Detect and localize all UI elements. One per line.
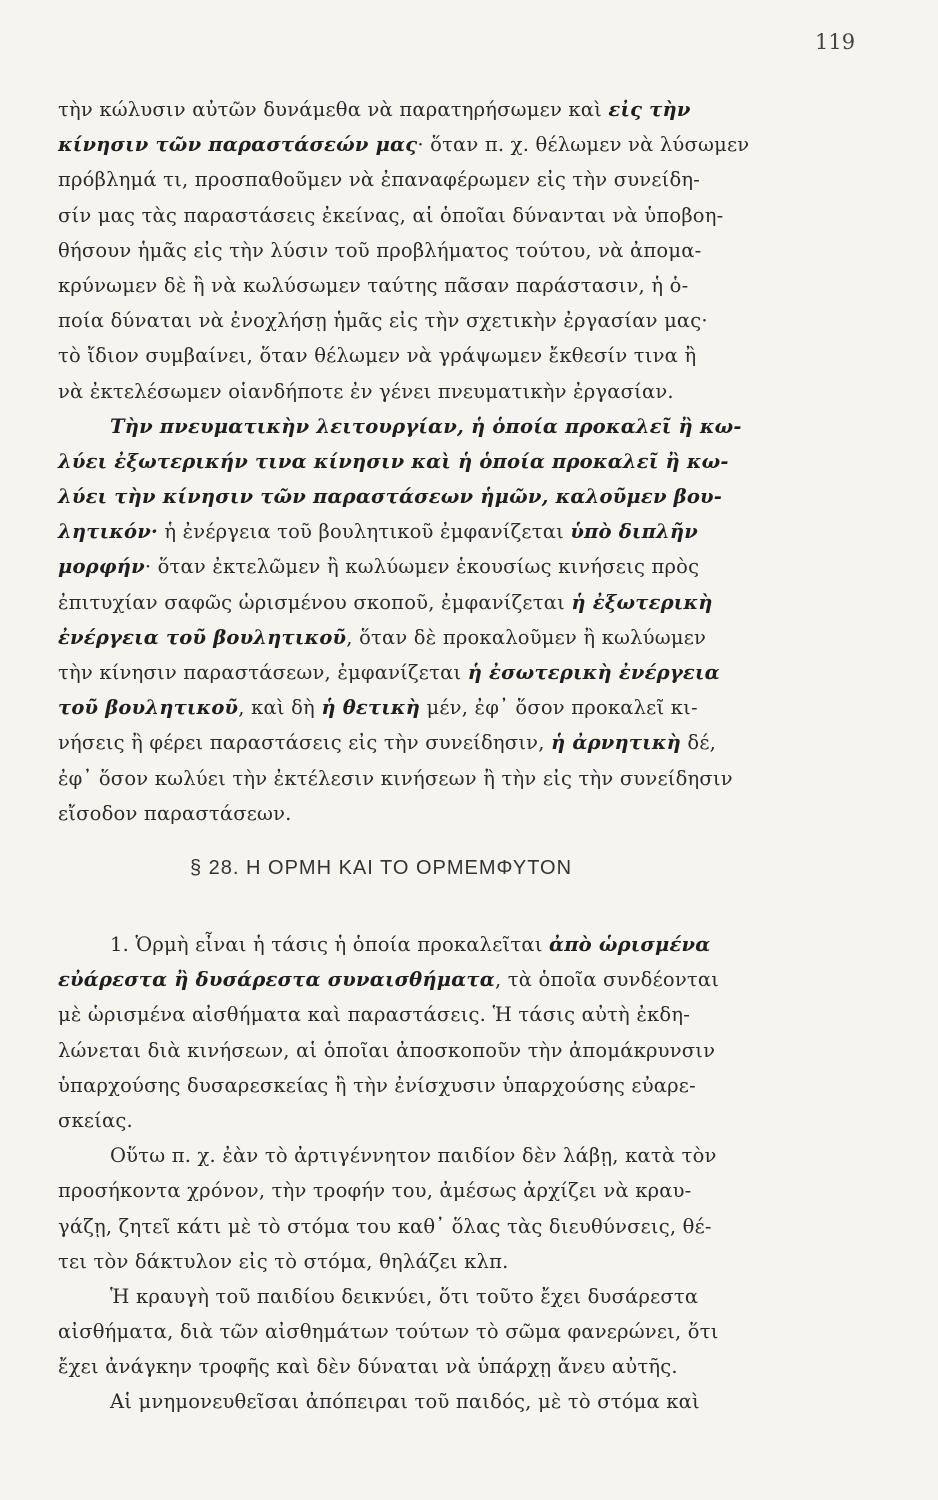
text-segment: κρύνωμεν δὲ ἢ νὰ κωλύσωμεν ταύτης πᾶσαν παράστασιν, ἡ ὁ- (58, 273, 689, 297)
emphasis-text: Τὴν πνευματικὴν λειτουργίαν, ἡ ὁποία προκαλεῖ ἢ κω- (110, 414, 742, 438)
text-line (58, 1244, 853, 1279)
emphasis-text: λητικόν· (58, 520, 158, 544)
text-line (58, 92, 853, 127)
emphasis-text: λύει τὴν κίνησιν τῶν παραστάσεων ἡμῶν, καλοῦμεν βου- (58, 485, 723, 509)
text-line (58, 1173, 853, 1208)
text-segment: θήσουν ἡμᾶς εἰς τὴν λύσιν τοῦ προβλήματος τούτου, νὰ ἀπομα- (58, 238, 702, 262)
text-line (58, 620, 853, 655)
text-segment: τὴν κίνησιν παραστάσεων, ἐμφανίζεται (58, 661, 468, 684)
emphasis-text: ἐνέργεια τοῦ βουλητικοῦ (58, 625, 347, 649)
section-heading: § 28. Η ΟΡΜΗ ΚΑΙ ΤΟ ΟΡΜΕΜΦΥΤΟΝ (190, 857, 573, 879)
text-segment: ποία δύναται νὰ ἐνοχλήσῃ ἡμᾶς εἰς τὴν σχετικὴν ἐργασίαν μας· (58, 309, 708, 333)
text-segment: λώνεται διὰ κινήσεων, αἱ ὁποῖαι ἀποσκοποῦν τὴν ἀπομάκρυνσιν (58, 1038, 716, 1062)
text-segment: νὰ ἐκτελέσωμεν οἱανδήποτε ἐν γένει πνευματικὴν ἐργασίαν. (58, 379, 674, 403)
text-line (58, 444, 853, 479)
body-text-upper (58, 92, 853, 831)
text-segment: Ἡ κραυγὴ τοῦ παιδίου δεικνύει, ὅτι τοῦτο ἔχει δυσάρεστα (110, 1284, 699, 1308)
text-line (58, 1209, 853, 1244)
text-line (58, 761, 853, 796)
text-segment: μὲ ὡρισμένα αἰσθήματα καὶ παραστάσεις. Ἡ τάσις αὐτὴ ἐκδη- (58, 1003, 690, 1027)
emphasis-text: λύει ἐξωτερικήν τινα κίνησιν καὶ ἡ ὁποία προκαλεῖ ἢ κω- (58, 449, 729, 473)
text-line (58, 1138, 853, 1173)
emphasis-text: ἀπὸ ὡρισμένα (548, 933, 711, 956)
text-segment: ἐπιτυχίαν σαφῶς ὡρισμένου σκοποῦ, ἐμφανίζεται (58, 590, 572, 614)
emphasis-text: μορφήν (58, 555, 145, 579)
text-segment: ὑπαρχούσης δυσαρεσκείας ἢ τὴν ἐνίσχυσιν ὑπαρχούσης εὐαρε- (58, 1073, 696, 1097)
text-segment: , ὅταν δὲ προκαλοῦμεν ἢ κωλύωμεν (346, 625, 707, 649)
text-line (58, 479, 853, 514)
text-segment: πρόβλημά τι, προσπαθοῦμεν νὰ ἐπαναφέρωμεν εἰς τὴν συνείδη- (58, 168, 701, 192)
text-line (58, 585, 853, 620)
text-line (58, 1033, 853, 1068)
text-line (58, 655, 853, 690)
text-segment: τὴν κώλυσιν αὐτῶν δυνάμεθα νὰ παρατηρήσωμεν καὶ (58, 98, 609, 121)
text-line (58, 1068, 853, 1103)
text-line (58, 268, 853, 303)
text-segment: Οὕτω π. χ. ἐὰν τὸ ἀρτιγέννητον παιδίον δὲν λάβῃ, κατὰ τὸν (110, 1144, 717, 1168)
text-segment: μέν, ἐφ᾽ ὅσον προκαλεῖ κι- (420, 696, 698, 720)
text-segment: σίν μας τὰς παραστάσεις ἐκείνας, αἱ ὁποῖαι δύνανται νὰ ὑποβοη- (58, 203, 724, 227)
text-line (58, 198, 853, 233)
text-line (58, 1279, 853, 1314)
text-line (58, 514, 853, 549)
text-segment: 1. Ὁρμὴ εἶναι ἡ τάσις ἡ ὁποία προκαλεῖται (110, 933, 549, 956)
text-line (58, 338, 853, 373)
emphasis-text: τοῦ βουλητικοῦ (58, 696, 239, 720)
text-segment: · ὅταν π. χ. θέλωμεν νὰ λύσωμεν (417, 133, 750, 157)
emphasis-text: ἡ ἐσωτερικὴ ἐνέργεια (467, 661, 720, 684)
text-segment: , τὰ ὁποῖα συνδέονται (494, 968, 720, 992)
text-line (58, 1349, 853, 1384)
emphasis-text: εἰς τὴν (608, 98, 691, 121)
text-line (58, 690, 853, 725)
emphasis-text: κίνησιν τῶν παραστάσεών μας (58, 133, 418, 157)
text-segment: ἡ ἐνέργεια τοῦ βουλητικοῦ ἐμφανίζεται (157, 520, 571, 544)
text-line (58, 927, 853, 962)
text-segment: σκείας. (58, 1108, 133, 1132)
text-segment: εἴσοδον παραστάσεων. (58, 801, 292, 825)
text-segment: νήσεις ἢ φέρει παραστάσεις εἰς τὴν συνείδησιν, (58, 731, 552, 755)
text-line (58, 127, 853, 162)
emphasis-text: ἡ ἀρνητικὴ (551, 731, 682, 755)
text-segment: αἰσθήματα, διὰ τῶν αἰσθημάτων τούτων τὸ σῶμα φανερώνει, ὅτι (58, 1320, 719, 1344)
text-segment: τει τὸν δάκτυλον εἰς τὸ στόμα, θηλάζει κλπ. (58, 1249, 509, 1273)
text-line (58, 303, 853, 338)
text-segment: , καὶ δὴ (238, 696, 322, 720)
text-line (58, 997, 853, 1032)
text-segment: · ὅταν ἐκτελῶμεν ἢ κωλύωμεν ἑκουσίως κινήσεις πρὸς (144, 555, 700, 579)
text-line (58, 962, 853, 997)
body-text-lower (58, 927, 853, 1420)
text-line (58, 725, 853, 760)
text-line (58, 1384, 853, 1419)
text-segment: τὸ ἴδιον συμβαίνει, ὅταν θέλωμεν νὰ γράψωμεν ἔκθεσίν τινα ἢ (58, 344, 697, 368)
text-line (58, 1103, 853, 1138)
text-line (58, 233, 853, 268)
text-segment: γάζῃ, ζητεῖ κάτι μὲ τὸ στόμα του καθ᾽ ὅλας τὰς διευθύνσεις, θέ- (58, 1214, 712, 1238)
text-segment: δέ, (681, 731, 717, 755)
text-segment: ἐφ᾽ ὅσον κωλύει τὴν ἐκτέλεσιν κινήσεων ἢ τὴν εἰς τὴν συνείδησιν (58, 766, 733, 790)
text-line (58, 374, 853, 409)
text-line (58, 162, 853, 197)
text-line (58, 1314, 853, 1349)
text-line (58, 409, 853, 444)
emphasis-text: ὑπὸ διπλῆν (570, 520, 699, 544)
text-segment: Αἱ μνημονευθεῖσαι ἀπόπειραι τοῦ παιδός, μὲ τὸ στόμα καὶ (110, 1390, 700, 1414)
emphasis-text: ἡ ἐξωτερικὴ (571, 590, 713, 614)
page-number: 119 (815, 30, 856, 54)
emphasis-text: ἡ θετικὴ (321, 696, 421, 720)
text-segment: προσήκοντα χρόνον, τὴν τροφήν του, ἀμέσως ἀρχίζει νὰ κραυ- (58, 1179, 692, 1203)
text-line (58, 796, 853, 831)
text-line (58, 549, 853, 584)
text-segment: ἔχει ἀνάγκην τροφῆς καὶ δὲν δύναται νὰ ὑπάρχῃ ἄνευ αὐτῆς. (58, 1355, 678, 1379)
emphasis-text: εὐάρεστα ἢ δυσάρεστα συναισθήματα (58, 968, 495, 992)
